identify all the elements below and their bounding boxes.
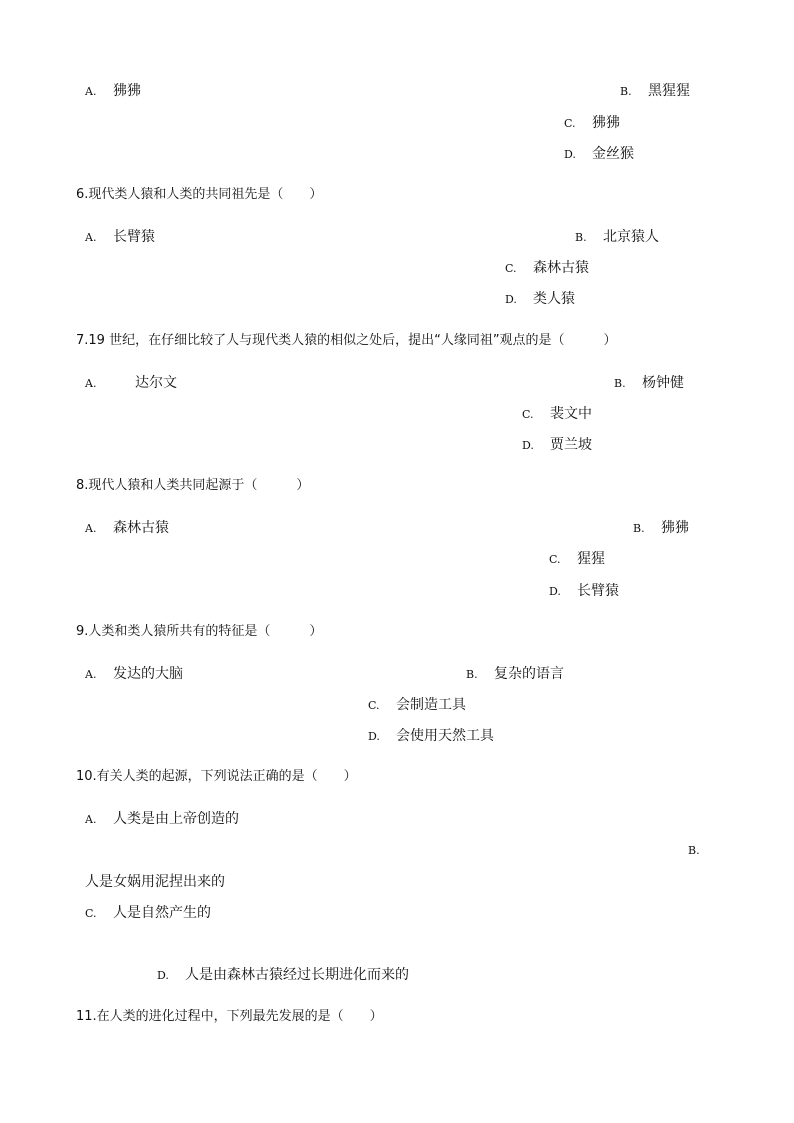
- option-text: 长臂猿: [113, 229, 155, 245]
- option-letter: D.: [564, 148, 576, 161]
- option-text: 发达的大脑: [113, 666, 183, 682]
- q8-option-d: [549, 582, 619, 601]
- option-text: 杨钟健: [642, 375, 684, 391]
- q5-option-a: [85, 82, 141, 101]
- q7-option-d: [522, 436, 592, 455]
- q10-option-c: [85, 904, 211, 923]
- option-letter: A.: [85, 522, 97, 535]
- option-text: 黑猩猩: [648, 83, 690, 99]
- option-text: 复杂的语言: [494, 666, 564, 682]
- q7-option-a: [85, 374, 177, 393]
- option-text: 长臂猿: [577, 583, 619, 599]
- q9-option-a: [85, 665, 183, 684]
- q8-option-b: [633, 519, 689, 538]
- option-letter: D.: [505, 293, 517, 306]
- q10-option-b-letter: [688, 842, 700, 860]
- option-text: 贾兰坡: [550, 437, 592, 453]
- option-letter: D.: [368, 730, 380, 743]
- option-text: 人是女娲用泥捏出来的: [85, 874, 225, 890]
- q7-option-c: [522, 405, 592, 424]
- q5-option-b: [620, 82, 690, 101]
- option-letter: B.: [620, 85, 632, 98]
- option-letter: B.: [614, 377, 626, 390]
- option-letter: A.: [85, 231, 97, 244]
- option-text: 会制造工具: [396, 697, 466, 713]
- option-text: 达尔文: [135, 375, 177, 391]
- option-text: 森林古猿: [113, 520, 169, 536]
- option-text: 猩猩: [577, 551, 605, 567]
- option-letter: A.: [85, 813, 97, 826]
- option-letter: D.: [522, 439, 534, 452]
- q9-option-b: [466, 665, 564, 684]
- q7-stem: 7.19 世纪，在仔细比较了人与现代类人猿的相似之处后，提出“人缘同祖”观点的是（ ）: [76, 333, 617, 348]
- option-text: 人是由森林古猿经过长期进化而来的: [185, 967, 409, 983]
- option-letter: C.: [368, 699, 380, 712]
- option-text: 狒狒: [661, 520, 689, 536]
- option-letter: C.: [522, 408, 534, 421]
- option-letter: D.: [157, 969, 169, 982]
- option-text: 金丝猴: [592, 146, 634, 162]
- q9-stem: 9.人类和类人猿所共有的特征是（ ）: [76, 624, 323, 639]
- q7-option-b: [614, 374, 684, 393]
- q9-option-c: [368, 696, 466, 715]
- option-text: 狒狒: [592, 115, 620, 131]
- q6-stem: 6.现代类人猿和人类的共同祖先是（ ）: [76, 187, 323, 202]
- q6-option-a: [85, 228, 155, 247]
- option-letter: B.: [633, 522, 645, 535]
- option-text: 会使用天然工具: [396, 728, 494, 744]
- option-letter: A.: [85, 377, 97, 390]
- q6-option-b: [575, 228, 659, 247]
- option-text: 人类是由上帝创造的: [113, 811, 239, 827]
- option-letter: C.: [505, 262, 517, 275]
- q9-option-d: [368, 727, 494, 746]
- option-text: 人是自然产生的: [113, 905, 211, 921]
- option-letter: B.: [575, 231, 587, 244]
- option-letter: B.: [466, 668, 478, 681]
- q6-option-c: [505, 259, 589, 278]
- option-letter: C.: [85, 907, 97, 920]
- q8-option-c: [549, 550, 605, 569]
- q8-option-a: [85, 519, 169, 538]
- q10-option-b-text: [85, 873, 225, 892]
- q5-option-d: [564, 145, 634, 164]
- option-text: 森林古猿: [533, 260, 589, 276]
- option-text: 类人猿: [533, 291, 575, 307]
- option-letter: D.: [549, 585, 561, 598]
- option-text: 北京猿人: [603, 229, 659, 245]
- option-letter: A.: [85, 668, 97, 681]
- option-text: 裴文中: [550, 406, 592, 422]
- option-letter: B.: [688, 844, 700, 857]
- q10-stem: 10.有关人类的起源，下列说法正确的是（ ）: [76, 769, 357, 784]
- option-letter: C.: [549, 553, 561, 566]
- q6-option-d: [505, 290, 575, 309]
- q10-option-a: [85, 810, 239, 829]
- option-text: 狒狒: [113, 83, 141, 99]
- q11-stem: 11.在人类的进化过程中，下列最先发展的是（ ）: [76, 1009, 383, 1024]
- option-letter: C.: [564, 117, 576, 130]
- option-letter: A.: [85, 85, 97, 98]
- q8-stem: 8.现代人猿和人类共同起源于（ ）: [76, 478, 310, 493]
- q10-option-d: [157, 966, 409, 985]
- q5-option-c: [564, 114, 620, 133]
